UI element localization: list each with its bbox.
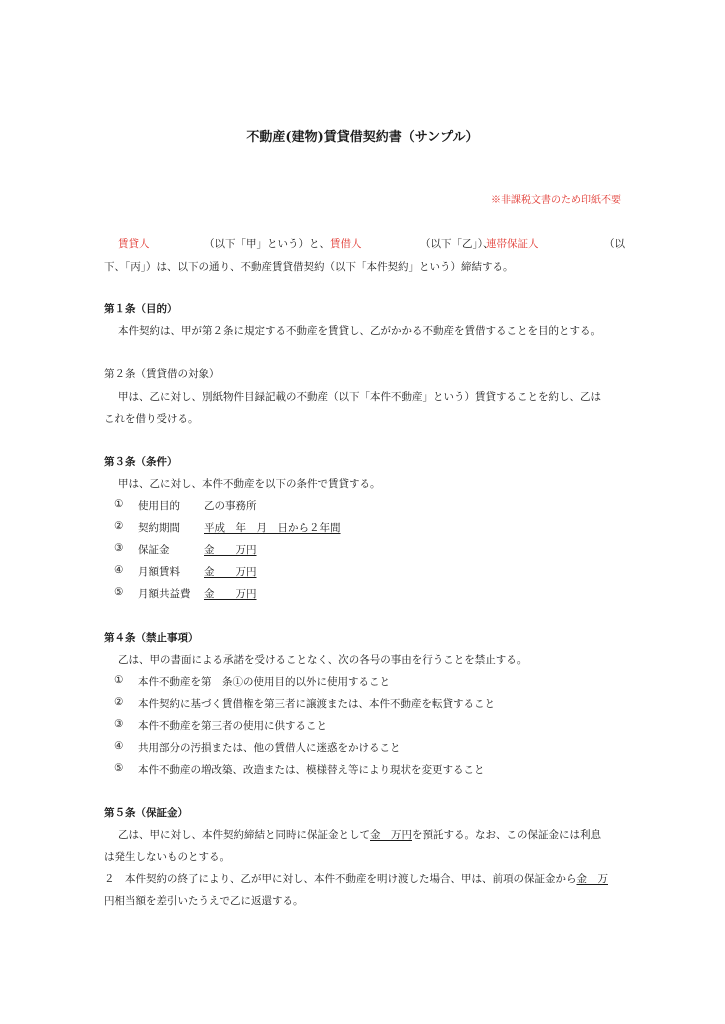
article-3-item-label: 使用目的 bbox=[138, 500, 180, 512]
article-5-heading: 第５条（保証金） bbox=[104, 807, 188, 819]
article-3-item-num: ⑤ bbox=[114, 586, 124, 598]
article-4-item-num: ① bbox=[114, 674, 124, 686]
article-5-para-1-line-2: は発生しないものとする。 bbox=[104, 851, 230, 863]
article-4-item-text: 本件契約に基づく賃借権を第三者に譲渡または、本件不動産を転貸すること bbox=[138, 698, 495, 710]
article-1-text: 本件契約は、甲が第２条に規定する不動産を賃貸し、乙がかかる不動産を賃借することを目的とする。 bbox=[118, 325, 601, 337]
article-3-item-label: 契約期間 bbox=[138, 522, 180, 534]
article-4-item-text: 本件不動産を第 条①の使用目的以外に使用すること bbox=[138, 676, 390, 688]
document-title: 不動産(建物)賃貸借契約書（サンプル） bbox=[246, 130, 479, 145]
article-1-heading: 第１条（目的） bbox=[104, 303, 178, 315]
party-b-label: 賃借人 bbox=[330, 238, 362, 250]
article-5-para-2-start: ２ 本件契約の終了により、乙が甲に対し、本件不動産を明け渡した場合、甲は、前項の保証金から bbox=[104, 873, 577, 885]
party-a-alias: （以下「甲」という）と、 bbox=[204, 238, 330, 250]
article-3-intro: 甲は、乙に対し、本件不動産を以下の条件で賃貸する。 bbox=[118, 478, 381, 490]
article-3-item-value: 金 万円 bbox=[204, 544, 257, 556]
article-4-item-num: ③ bbox=[114, 718, 124, 730]
article-5-para-2 bbox=[104, 871, 608, 886]
article-4-heading: 第４条（禁止事項） bbox=[104, 632, 199, 644]
article-2-heading: 第２条（賃貸借の対象） bbox=[104, 368, 220, 380]
article-3-item-num: ② bbox=[114, 520, 124, 532]
party-b-alias: （以下「乙」）、 bbox=[420, 238, 494, 250]
article-4-item-text: 共用部分の汚損または、他の賃借人に迷惑をかけること bbox=[138, 742, 401, 754]
article-4-item-num: ⑤ bbox=[114, 762, 124, 774]
deduction-amount: 金 万 bbox=[576, 873, 608, 885]
article-4-item-num: ② bbox=[114, 696, 124, 708]
article-2-line-1: 甲は、乙に対し、別紙物件目録記載の不動産（以下「本件不動産」という）賃貸することを約し、乙は bbox=[118, 391, 601, 403]
deposit-amount: 金 万円 bbox=[370, 829, 412, 841]
article-3-item-value: 金 万円 bbox=[204, 588, 257, 600]
article-4-item-num: ④ bbox=[114, 740, 124, 752]
article-3-item-label: 月額共益費 bbox=[138, 588, 191, 600]
article-3-item-num: ③ bbox=[114, 542, 124, 554]
article-5-para-1-end: を預託する。なお、この保証金には利息 bbox=[412, 829, 601, 841]
article-3-item-value: 金 万円 bbox=[204, 566, 257, 578]
stamp-tax-note: ※非課税文書のため印紙不要 bbox=[491, 195, 621, 206]
article-3-heading: 第３条（条件） bbox=[104, 456, 178, 468]
article-3-item-label: 保証金 bbox=[138, 544, 170, 556]
article-3-item-label: 月額賃料 bbox=[138, 566, 180, 578]
party-a-label: 賃貸人 bbox=[118, 238, 150, 250]
guarantor-alias-start: （以 bbox=[604, 238, 625, 250]
article-4-intro: 乙は、甲の書面による承諾を受けることなく、次の各号の事由を行うことを禁止する。 bbox=[118, 654, 528, 666]
guarantor-label: 連帯保証人 bbox=[486, 238, 539, 250]
article-4-item-text: 本件不動産を第三者の使用に供すること bbox=[138, 720, 327, 732]
article-2-line-2: これを借り受ける。 bbox=[104, 413, 199, 425]
article-5-para-1 bbox=[118, 827, 601, 842]
article-3-item-value: 平成 年 月 日から２年間 bbox=[204, 522, 341, 534]
article-3-item-value: 乙の事務所 bbox=[204, 500, 257, 512]
article-4-item-text: 本件不動産の増改築、改造または、模様替え等により現状を変更すること bbox=[138, 764, 485, 776]
article-3-item-num: ④ bbox=[114, 564, 124, 576]
article-5-para-2-line-2: 円相当額を差引いたうえで乙に返還する。 bbox=[104, 895, 304, 907]
article-5-para-1-start: 乙は、甲に対し、本件契約締結と同時に保証金として bbox=[118, 829, 370, 841]
article-3-item-num: ① bbox=[114, 498, 124, 510]
preamble-line-2: 下、「丙」）は、以下の通り、不動産賃貸借契約（以下「本件契約」という）締結する。 bbox=[104, 261, 514, 273]
